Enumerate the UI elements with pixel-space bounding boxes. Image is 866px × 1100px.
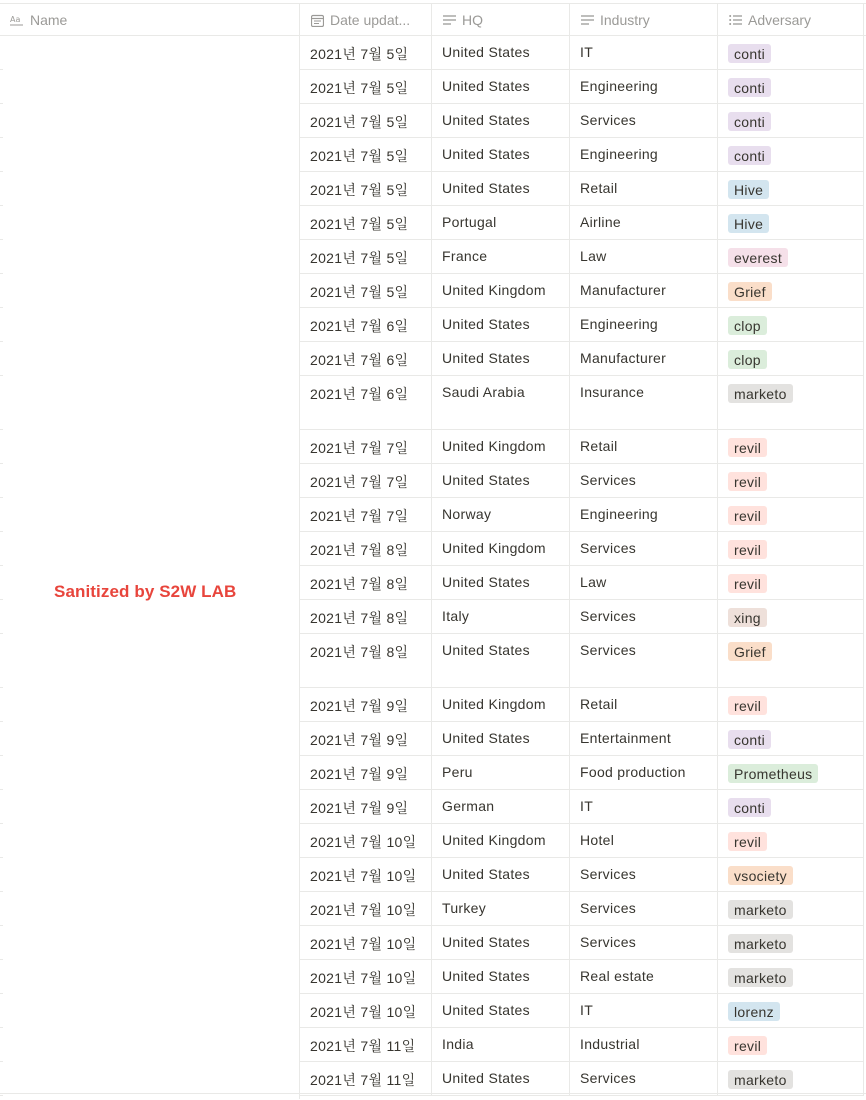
- hq-cell[interactable]: German: [432, 790, 570, 823]
- table-row[interactable]: [300, 376, 864, 430]
- adversary-cell[interactable]: [718, 960, 864, 993]
- industry-cell[interactable]: Services: [570, 892, 718, 925]
- industry-cell[interactable]: Services: [570, 600, 718, 633]
- adversary-cell[interactable]: [718, 892, 864, 925]
- text-lines-icon: [442, 13, 456, 27]
- hq-cell[interactable]: United States: [432, 858, 570, 891]
- adversary-cell[interactable]: [718, 532, 864, 565]
- industry-cell[interactable]: Services: [570, 104, 718, 137]
- table-row[interactable]: [300, 756, 864, 790]
- adversary-cell[interactable]: [718, 722, 864, 755]
- hq-cell[interactable]: United Kingdom: [432, 274, 570, 307]
- adversary-cell[interactable]: [718, 498, 864, 531]
- row-divider-mark: [0, 925, 3, 926]
- table-row[interactable]: [300, 70, 864, 104]
- adversary-cell[interactable]: [718, 172, 864, 205]
- adversary-cell[interactable]: [718, 790, 864, 823]
- date-cell[interactable]: 2021년 7월 5일: [300, 240, 432, 273]
- date-cell[interactable]: 2021년 7월 7일: [300, 464, 432, 497]
- hq-cell[interactable]: United Kingdom: [432, 532, 570, 565]
- row-divider-mark: [0, 1095, 3, 1096]
- date-cell[interactable]: 2021년 7월 9일: [300, 688, 432, 721]
- adversary-tag: clop: [728, 350, 767, 369]
- hq-cell[interactable]: Italy: [432, 600, 570, 633]
- industry-cell[interactable]: Law: [570, 566, 718, 599]
- date-cell[interactable]: 2021년 7월 9일: [300, 756, 432, 789]
- svg-text:Aa: Aa: [10, 15, 21, 24]
- date-cell[interactable]: 2021년 7월 6일: [300, 308, 432, 341]
- table-row[interactable]: [300, 892, 864, 926]
- date-cell[interactable]: 2021년 7월 7일: [300, 430, 432, 463]
- row-divider-mark: [0, 307, 3, 308]
- date-cell[interactable]: 2021년 7월 9일: [300, 722, 432, 755]
- adversary-tag: conti: [728, 112, 771, 131]
- table-row[interactable]: [300, 994, 864, 1028]
- row-divider-mark: [0, 463, 3, 464]
- table-row[interactable]: [300, 532, 864, 566]
- table-row[interactable]: [300, 926, 864, 960]
- row-divider-mark: [0, 993, 3, 994]
- hq-cell[interactable]: United States: [432, 926, 570, 959]
- adversary-cell[interactable]: [718, 308, 864, 341]
- hq-cell[interactable]: United States: [432, 308, 570, 341]
- row-divider-mark: [0, 565, 3, 566]
- industry-cell[interactable]: Law: [570, 240, 718, 273]
- row-divider-mark: [0, 531, 3, 532]
- date-cell[interactable]: 2021년 7월 5일: [300, 36, 432, 69]
- adversary-cell[interactable]: [718, 688, 864, 721]
- adversary-tag: revil: [728, 1036, 767, 1055]
- industry-cell[interactable]: IT: [570, 36, 718, 69]
- table-row[interactable]: [300, 274, 864, 308]
- row-divider-mark: [0, 857, 3, 858]
- text-icon: [10, 13, 24, 27]
- hq-cell[interactable]: United Kingdom: [432, 688, 570, 721]
- adversary-tag: Prometheus: [728, 764, 818, 783]
- adversary-tag: conti: [728, 798, 771, 817]
- hq-cell[interactable]: United Kingdom: [432, 430, 570, 463]
- date-cell[interactable]: 2021년 7월 11일: [300, 1062, 432, 1095]
- sanitized-watermark: Sanitized by S2W LAB: [54, 582, 237, 601]
- column-header-adversary[interactable]: [718, 4, 864, 36]
- adversary-tag: revil: [728, 472, 767, 491]
- row-divider-mark: [0, 239, 3, 240]
- adversary-cell[interactable]: [718, 1062, 864, 1095]
- table-row[interactable]: [300, 464, 864, 498]
- adversary-tag: Hive: [728, 180, 769, 199]
- adversary-tag: marketo: [728, 1070, 793, 1089]
- industry-cell[interactable]: Hotel: [570, 824, 718, 857]
- industry-cell[interactable]: Manufacturer: [570, 342, 718, 375]
- adversary-cell[interactable]: [718, 376, 864, 429]
- column-header-date[interactable]: [300, 4, 432, 36]
- adversary-tag: conti: [728, 730, 771, 749]
- industry-cell[interactable]: Insurance: [570, 376, 718, 429]
- industry-cell[interactable]: Services: [570, 464, 718, 497]
- table-row[interactable]: [300, 308, 864, 342]
- adversary-tag: Grief: [728, 282, 772, 301]
- adversary-tag: marketo: [728, 900, 793, 919]
- adversary-cell[interactable]: [718, 634, 864, 687]
- adversary-tag: revil: [728, 832, 767, 851]
- adversary-tag: revil: [728, 506, 767, 525]
- column-label: Name: [30, 12, 68, 28]
- column-label: Adversary: [748, 12, 812, 28]
- name-column-cell[interactable]: [0, 36, 300, 1099]
- industry-cell[interactable]: Services: [570, 926, 718, 959]
- table-bottom-border: [0, 1093, 866, 1094]
- hq-cell[interactable]: United Kingdom: [432, 824, 570, 857]
- adversary-cell[interactable]: [718, 430, 864, 463]
- table-row[interactable]: [300, 824, 864, 858]
- table-row[interactable]: [300, 1062, 864, 1096]
- date-cell[interactable]: 2021년 7월 8일: [300, 634, 432, 687]
- industry-cell[interactable]: Industrial: [570, 1028, 718, 1061]
- row-divider-mark: [0, 497, 3, 498]
- adversary-tag: vsociety: [728, 866, 793, 885]
- table-row[interactable]: [300, 722, 864, 756]
- list-icon: [728, 13, 742, 27]
- industry-cell[interactable]: Retail: [570, 172, 718, 205]
- row-divider-mark: [0, 1061, 3, 1062]
- date-cell[interactable]: 2021년 7월 10일: [300, 892, 432, 925]
- table-row[interactable]: [300, 688, 864, 722]
- column-label: Industry: [600, 12, 650, 28]
- date-cell[interactable]: 2021년 7월 8일: [300, 600, 432, 633]
- adversary-tag: revil: [728, 574, 767, 593]
- row-divider-mark: [0, 823, 3, 824]
- date-cell[interactable]: 2021년 7월 9일: [300, 790, 432, 823]
- date-cell[interactable]: 2021년 7월 10일: [300, 824, 432, 857]
- adversary-cell[interactable]: [718, 240, 864, 273]
- hq-cell[interactable]: India: [432, 1028, 570, 1061]
- industry-cell[interactable]: Airline: [570, 206, 718, 239]
- industry-cell[interactable]: Engineering: [570, 70, 718, 103]
- row-divider-mark: [0, 1027, 3, 1028]
- adversary-cell[interactable]: [718, 342, 864, 375]
- hq-cell[interactable]: United States: [432, 70, 570, 103]
- row-divider-mark: [0, 341, 3, 342]
- calendar-icon: [310, 13, 324, 27]
- hq-cell[interactable]: Saudi Arabia: [432, 376, 570, 429]
- table-row[interactable]: [300, 342, 864, 376]
- date-cell[interactable]: 2021년 7월 8일: [300, 532, 432, 565]
- row-divider-mark: [0, 375, 3, 376]
- table-row[interactable]: [300, 138, 864, 172]
- adversary-cell[interactable]: [718, 858, 864, 891]
- table-row[interactable]: [300, 566, 864, 600]
- column-header-hq[interactable]: [432, 4, 570, 36]
- adversary-tag: Hive: [728, 214, 769, 233]
- date-cell[interactable]: 2021년 7월 5일: [300, 70, 432, 103]
- table-row[interactable]: [300, 600, 864, 634]
- adversary-cell[interactable]: [718, 926, 864, 959]
- hq-cell[interactable]: France: [432, 240, 570, 273]
- adversary-tag: marketo: [728, 968, 793, 987]
- adversary-cell[interactable]: [718, 70, 864, 103]
- adversary-tag: marketo: [728, 934, 793, 953]
- hq-cell[interactable]: United States: [432, 994, 570, 1027]
- adversary-tag: conti: [728, 146, 771, 165]
- row-divider-mark: [0, 633, 3, 634]
- adversary-tag: xing: [728, 608, 767, 627]
- adversary-tag: clop: [728, 316, 767, 335]
- hq-cell[interactable]: Peru: [432, 756, 570, 789]
- adversary-tag: lorenz: [728, 1002, 780, 1021]
- table-row[interactable]: [300, 634, 864, 688]
- date-cell[interactable]: 2021년 7월 6일: [300, 342, 432, 375]
- row-divider-mark: [0, 687, 3, 688]
- table-row[interactable]: [300, 104, 864, 138]
- hq-cell[interactable]: United States: [432, 566, 570, 599]
- date-cell[interactable]: 2021년 7월 10일: [300, 994, 432, 1027]
- adversary-cell[interactable]: [718, 138, 864, 171]
- table-row[interactable]: [300, 240, 864, 274]
- row-divider-mark: [0, 891, 3, 892]
- hq-cell[interactable]: Portugal: [432, 206, 570, 239]
- industry-cell[interactable]: Engineering: [570, 308, 718, 341]
- column-header-name[interactable]: [0, 4, 300, 36]
- hq-cell[interactable]: United States: [432, 342, 570, 375]
- date-cell[interactable]: 2021년 7월 5일: [300, 104, 432, 137]
- adversary-tag: revil: [728, 438, 767, 457]
- hq-cell[interactable]: United States: [432, 722, 570, 755]
- hq-cell[interactable]: United States: [432, 1062, 570, 1095]
- adversary-tag: Grief: [728, 642, 772, 661]
- row-divider-mark: [0, 273, 3, 274]
- table-row[interactable]: [300, 1028, 864, 1062]
- table-row[interactable]: [300, 172, 864, 206]
- industry-cell[interactable]: Retail: [570, 430, 718, 463]
- industry-cell[interactable]: Engineering: [570, 138, 718, 171]
- adversary-cell[interactable]: [718, 756, 864, 789]
- adversary-tag: revil: [728, 540, 767, 559]
- row-divider-mark: [0, 69, 3, 70]
- industry-cell[interactable]: Entertainment: [570, 722, 718, 755]
- table-row[interactable]: [300, 430, 864, 464]
- industry-cell[interactable]: Services: [570, 532, 718, 565]
- row-divider-mark: [0, 789, 3, 790]
- adversary-cell[interactable]: [718, 464, 864, 497]
- hq-cell[interactable]: United States: [432, 138, 570, 171]
- hq-cell[interactable]: United States: [432, 172, 570, 205]
- adversary-tag: conti: [728, 78, 771, 97]
- column-label: Date updat...: [330, 12, 411, 28]
- date-cell[interactable]: 2021년 7월 7일: [300, 498, 432, 531]
- adversary-cell[interactable]: [718, 824, 864, 857]
- row-divider-mark: [0, 429, 3, 430]
- row-divider-mark: [0, 755, 3, 756]
- adversary-tag: revil: [728, 696, 767, 715]
- industry-cell[interactable]: Engineering: [570, 498, 718, 531]
- industry-cell[interactable]: IT: [570, 994, 718, 1027]
- text-lines-icon: [580, 13, 594, 27]
- industry-cell[interactable]: Services: [570, 634, 718, 687]
- hq-cell[interactable]: United States: [432, 634, 570, 687]
- adversary-cell[interactable]: [718, 274, 864, 307]
- column-label: HQ: [462, 12, 483, 28]
- table-row[interactable]: [300, 960, 864, 994]
- date-cell[interactable]: 2021년 7월 11일: [300, 1028, 432, 1061]
- row-divider-mark: [0, 137, 3, 138]
- adversary-cell[interactable]: [718, 994, 864, 1027]
- industry-cell[interactable]: Services: [570, 1062, 718, 1095]
- industry-cell[interactable]: Manufacturer: [570, 274, 718, 307]
- date-cell[interactable]: 2021년 7월 5일: [300, 172, 432, 205]
- industry-cell[interactable]: IT: [570, 790, 718, 823]
- adversary-tag: conti: [728, 44, 771, 63]
- table-header: [0, 3, 866, 36]
- date-cell[interactable]: 2021년 7월 5일: [300, 138, 432, 171]
- date-cell[interactable]: 2021년 7월 10일: [300, 858, 432, 891]
- table-row[interactable]: [300, 498, 864, 532]
- adversary-cell[interactable]: [718, 206, 864, 239]
- industry-cell[interactable]: Retail: [570, 688, 718, 721]
- hq-cell[interactable]: Norway: [432, 498, 570, 531]
- column-header-industry[interactable]: [570, 4, 718, 36]
- date-cell[interactable]: 2021년 7월 5일: [300, 206, 432, 239]
- table-rows: [300, 36, 866, 1096]
- hq-cell[interactable]: United States: [432, 464, 570, 497]
- table-row[interactable]: [300, 206, 864, 240]
- table-row[interactable]: [300, 36, 864, 70]
- hq-cell[interactable]: Turkey: [432, 892, 570, 925]
- industry-cell[interactable]: Food production: [570, 756, 718, 789]
- table-row[interactable]: [300, 858, 864, 892]
- date-cell[interactable]: 2021년 7월 10일: [300, 926, 432, 959]
- adversary-cell[interactable]: [718, 566, 864, 599]
- adversary-tag: everest: [728, 248, 788, 267]
- row-divider-mark: [0, 721, 3, 722]
- date-cell[interactable]: 2021년 7월 8일: [300, 566, 432, 599]
- row-divider-mark: [0, 599, 3, 600]
- industry-cell[interactable]: Real estate: [570, 960, 718, 993]
- table-row[interactable]: [300, 790, 864, 824]
- row-divider-mark: [0, 205, 3, 206]
- hq-cell[interactable]: United States: [432, 960, 570, 993]
- date-cell[interactable]: 2021년 7월 10일: [300, 960, 432, 993]
- adversary-tag: marketo: [728, 384, 793, 403]
- adversary-cell[interactable]: [718, 104, 864, 137]
- row-divider-mark: [0, 959, 3, 960]
- adversary-cell[interactable]: [718, 600, 864, 633]
- adversary-cell[interactable]: [718, 1028, 864, 1061]
- adversary-cell[interactable]: [718, 36, 864, 69]
- hq-cell[interactable]: United States: [432, 104, 570, 137]
- hq-cell[interactable]: United States: [432, 36, 570, 69]
- date-cell[interactable]: 2021년 7월 5일: [300, 274, 432, 307]
- row-divider-mark: [0, 103, 3, 104]
- row-divider-mark: [0, 171, 3, 172]
- date-cell[interactable]: 2021년 7월 6일: [300, 376, 432, 429]
- industry-cell[interactable]: Services: [570, 858, 718, 891]
